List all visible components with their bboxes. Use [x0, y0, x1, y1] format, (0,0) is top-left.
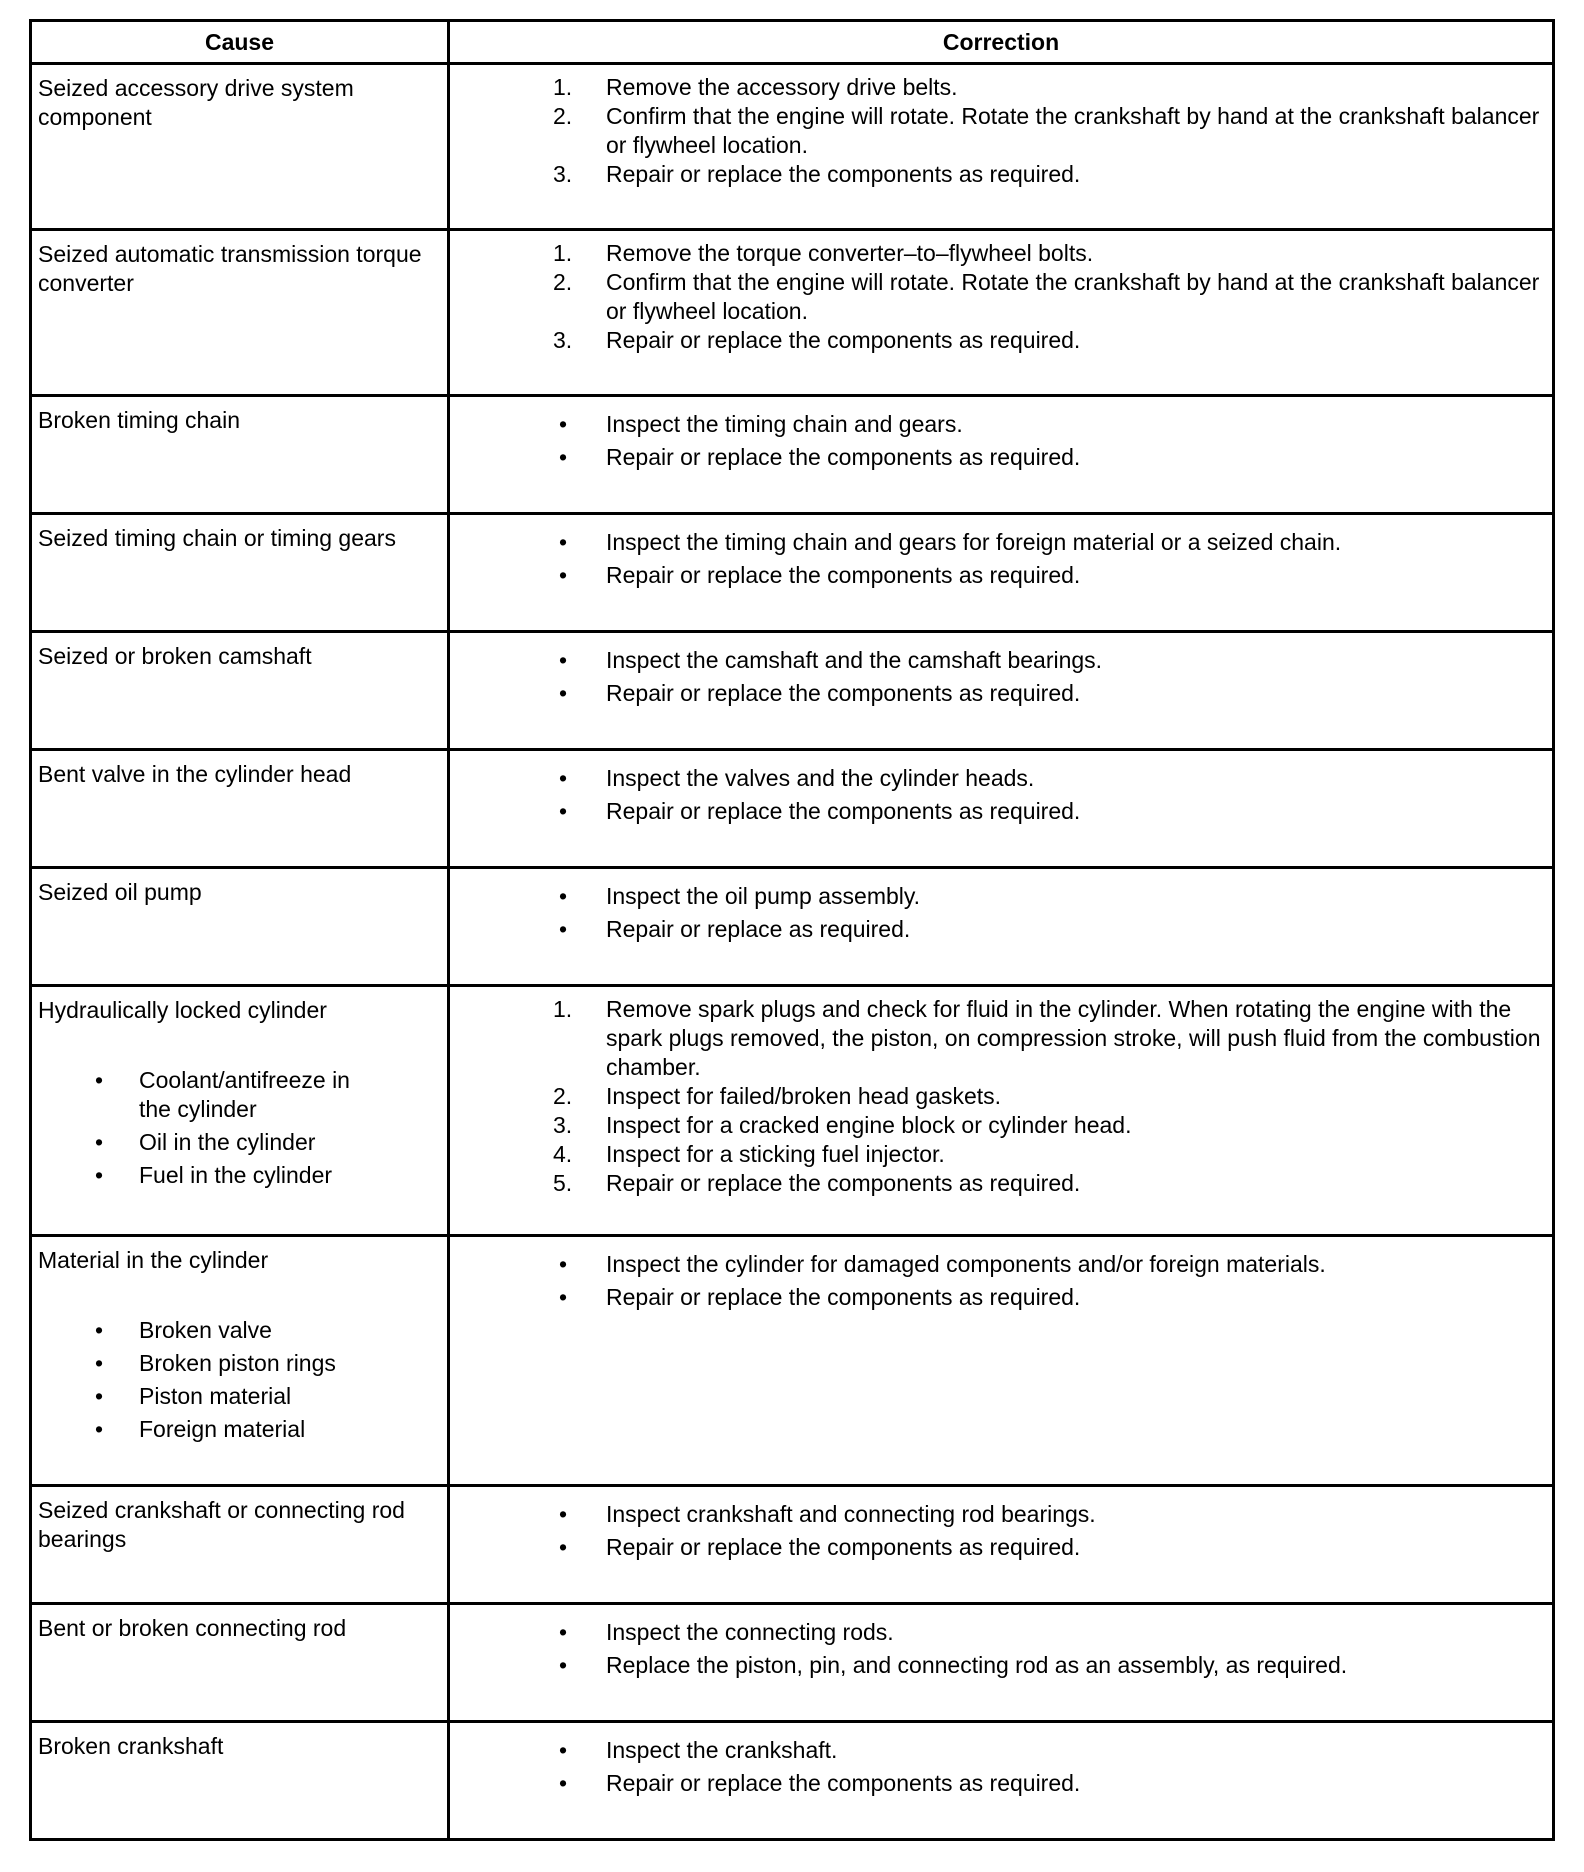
correction-cell — [449, 1722, 1554, 1840]
correction-cell — [449, 230, 1554, 396]
correction-numbered-list — [450, 995, 1552, 1198]
correction-text: Inspect for a sticking fuel injector. — [606, 1141, 945, 1167]
correction-bullet-list — [450, 759, 1552, 826]
correction-text: Inspect the camshaft and the camshaft bearings. — [606, 647, 1103, 673]
bullet-icon: • — [559, 647, 568, 673]
correction-item — [502, 646, 1552, 675]
correction-text: Confirm that the engine will rotate. Rotate the crankshaft by hand at the crankshaft balancer or flywheel location. — [606, 269, 1540, 324]
correction-numbered-list — [450, 239, 1552, 355]
correction-cell — [449, 1486, 1554, 1604]
bullet-icon: • — [559, 765, 568, 791]
cause-cell — [31, 750, 449, 868]
correction-text: Repair or replace as required. — [606, 916, 911, 942]
correction-item — [502, 239, 1552, 268]
step-number: 1. — [553, 240, 573, 266]
cause-sublist — [38, 1066, 441, 1190]
bullet-icon: • — [95, 1129, 104, 1155]
correction-item — [502, 1082, 1552, 1111]
cause-cell — [31, 868, 449, 986]
cause-text: Seized crankshaft or connecting rod bearings — [38, 1497, 405, 1552]
cause-subitem — [38, 1128, 379, 1157]
cause-cell — [31, 632, 449, 750]
correction-item — [502, 410, 1552, 439]
bullet-icon: • — [95, 1383, 104, 1409]
table-row — [31, 868, 1554, 986]
bullet-icon: • — [559, 1652, 568, 1678]
correction-item — [502, 764, 1552, 793]
step-number: 3. — [553, 161, 573, 187]
cause-text: Broken timing chain — [38, 407, 240, 433]
correction-text: Repair or replace the components as required. — [606, 1170, 1081, 1196]
correction-item — [502, 443, 1552, 472]
table-row — [31, 1722, 1554, 1840]
table-row — [31, 514, 1554, 632]
cause-text: Seized automatic transmission torque converter — [38, 241, 422, 296]
correction-text: Inspect for failed/broken head gaskets. — [606, 1083, 1002, 1109]
step-number: 3. — [553, 1112, 573, 1138]
cause-subitem-text: Fuel in the cylinder — [139, 1162, 333, 1188]
correction-cell — [449, 514, 1554, 632]
correction-text: Repair or replace the components as required. — [606, 161, 1081, 187]
bullet-icon: • — [559, 1284, 568, 1310]
correction-text: Repair or replace the components as required. — [606, 798, 1081, 824]
correction-item — [502, 1533, 1552, 1562]
correction-item — [502, 995, 1552, 1082]
correction-cell — [449, 64, 1554, 230]
correction-text: Inspect the timing chain and gears for foreign material or a seized chain. — [606, 529, 1342, 555]
bullet-icon: • — [559, 1251, 568, 1277]
cause-text: Seized or broken camshaft — [38, 643, 312, 669]
correction-bullet-list — [450, 405, 1552, 472]
correction-item — [502, 160, 1552, 189]
cause-cell — [31, 64, 449, 230]
correction-cell — [449, 1604, 1554, 1722]
table-body — [31, 64, 1554, 1840]
correction-text: Repair or replace the components as required. — [606, 1770, 1081, 1796]
correction-text: Replace the piston, pin, and connecting rod as an assembly, as required. — [606, 1652, 1348, 1678]
step-number: 4. — [553, 1141, 573, 1167]
cause-subitem-text: Piston material — [139, 1383, 292, 1409]
correction-item — [502, 1140, 1552, 1169]
cause-cell — [31, 1236, 449, 1486]
bullet-icon: • — [559, 529, 568, 555]
correction-item — [502, 268, 1552, 326]
table-row — [31, 632, 1554, 750]
bullet-icon: • — [559, 562, 568, 588]
correction-text: Repair or replace the components as required. — [606, 444, 1081, 470]
correction-cell — [449, 632, 1554, 750]
bullet-icon: • — [559, 1501, 568, 1527]
correction-cell — [449, 1236, 1554, 1486]
correction-text: Remove spark plugs and check for fluid in the cylinder. When rotating the engine with the spark plugs removed, the piston, on compression stroke, will push fluid from the combustion chamber. — [606, 996, 1541, 1080]
correction-text: Repair or replace the components as required. — [606, 1284, 1081, 1310]
cause-subitem-text: Foreign material — [139, 1416, 306, 1442]
step-number: 2. — [553, 1083, 573, 1109]
cause-cell — [31, 1604, 449, 1722]
table-row — [31, 64, 1554, 230]
correction-item — [502, 73, 1552, 102]
table-row — [31, 1486, 1554, 1604]
cause-header: Cause — [31, 21, 449, 64]
step-number: 2. — [553, 103, 573, 129]
bullet-icon: • — [559, 1770, 568, 1796]
correction-item — [502, 561, 1552, 590]
cause-text: Hydraulically locked cylinder — [38, 997, 327, 1023]
bullet-icon: • — [95, 1162, 104, 1188]
correction-text: Inspect for a cracked engine block or cylinder head. — [606, 1112, 1132, 1138]
correction-bullet-list — [450, 1613, 1552, 1680]
cause-text: Seized timing chain or timing gears — [38, 525, 396, 551]
correction-text: Inspect the oil pump assembly. — [606, 883, 921, 909]
cause-text: Bent valve in the cylinder head — [38, 761, 352, 787]
cause-subitem — [38, 1382, 379, 1411]
correction-cell — [449, 986, 1554, 1236]
table-row — [31, 1604, 1554, 1722]
correction-item — [502, 915, 1552, 944]
correction-text: Inspect the connecting rods. — [606, 1619, 894, 1645]
cause-text: Material in the cylinder — [38, 1247, 269, 1273]
correction-text: Inspect the valves and the cylinder heads. — [606, 765, 1035, 791]
correction-text: Inspect the crankshaft. — [606, 1737, 838, 1763]
cause-text: Seized oil pump — [38, 879, 202, 905]
correction-text: Remove the accessory drive belts. — [606, 74, 958, 100]
correction-text: Inspect the timing chain and gears. — [606, 411, 963, 437]
cause-subitem — [38, 1316, 379, 1345]
bullet-icon: • — [559, 411, 568, 437]
bullet-icon: • — [559, 680, 568, 706]
correction-item — [502, 1736, 1552, 1765]
table-row — [31, 230, 1554, 396]
cause-subitem — [38, 1161, 379, 1190]
cause-cell — [31, 514, 449, 632]
correction-cell — [449, 396, 1554, 514]
cause-sublist — [38, 1316, 441, 1444]
correction-bullet-list — [450, 1495, 1552, 1562]
step-number: 5. — [553, 1170, 573, 1196]
correction-bullet-list — [450, 877, 1552, 944]
bullet-icon: • — [559, 916, 568, 942]
cause-cell — [31, 986, 449, 1236]
correction-item — [502, 1651, 1552, 1680]
cause-text: Broken crankshaft — [38, 1733, 224, 1759]
correction-text: Repair or replace the components as required. — [606, 327, 1081, 353]
correction-bullet-list — [450, 1245, 1552, 1312]
correction-cell — [449, 750, 1554, 868]
cause-subitem — [38, 1415, 379, 1444]
correction-item — [502, 102, 1552, 160]
step-number: 1. — [553, 74, 573, 100]
diagnostic-table — [29, 19, 1555, 1841]
bullet-icon: • — [559, 1737, 568, 1763]
cause-cell — [31, 1722, 449, 1840]
correction-item — [502, 882, 1552, 911]
step-number: 3. — [553, 327, 573, 353]
bullet-icon: • — [95, 1416, 104, 1442]
cause-subitem — [38, 1349, 379, 1378]
bullet-icon: • — [95, 1317, 104, 1343]
correction-bullet-list — [450, 1731, 1552, 1798]
correction-text: Inspect the cylinder for damaged components and/or foreign materials. — [606, 1251, 1326, 1277]
correction-text: Confirm that the engine will rotate. Rotate the crankshaft by hand at the crankshaft balancer or flywheel location. — [606, 103, 1540, 158]
cause-cell — [31, 396, 449, 514]
correction-item — [502, 1618, 1552, 1647]
cause-subitem-text: Broken piston rings — [139, 1350, 336, 1376]
correction-text: Repair or replace the components as required. — [606, 562, 1081, 588]
cause-subitem-text: Broken valve — [139, 1317, 272, 1343]
correction-item — [502, 1169, 1552, 1198]
correction-item — [502, 797, 1552, 826]
correction-text: Inspect crankshaft and connecting rod bearings. — [606, 1501, 1096, 1527]
bullet-icon: • — [559, 1619, 568, 1645]
cause-cell — [31, 1486, 449, 1604]
correction-bullet-list — [450, 523, 1552, 590]
bullet-icon: • — [559, 798, 568, 824]
correction-text: Remove the torque converter–to–flywheel bolts. — [606, 240, 1094, 266]
cause-subitem-text: Coolant/antifreeze in the cylinder — [139, 1067, 350, 1122]
step-number: 1. — [553, 996, 573, 1022]
correction-cell — [449, 868, 1554, 986]
correction-item — [502, 326, 1552, 355]
cause-subitem — [38, 1066, 379, 1124]
correction-item — [502, 1500, 1552, 1529]
correction-item — [502, 1283, 1552, 1312]
table-row — [31, 750, 1554, 868]
correction-text: Repair or replace the components as required. — [606, 1534, 1081, 1560]
cause-subitem-text: Oil in the cylinder — [139, 1129, 316, 1155]
table-row — [31, 1236, 1554, 1486]
bullet-icon: • — [95, 1067, 104, 1093]
correction-item — [502, 1111, 1552, 1140]
cause-text: Bent or broken connecting rod — [38, 1615, 347, 1641]
correction-item — [502, 1250, 1552, 1279]
bullet-icon: • — [559, 1534, 568, 1560]
cause-cell — [31, 230, 449, 396]
cause-text: Seized accessory drive system component — [38, 75, 354, 130]
correction-numbered-list — [450, 73, 1552, 189]
correction-item — [502, 528, 1552, 557]
correction-item — [502, 1769, 1552, 1798]
header-row — [31, 21, 1554, 64]
correction-bullet-list — [450, 641, 1552, 708]
table-row — [31, 986, 1554, 1236]
bullet-icon: • — [95, 1350, 104, 1376]
correction-text: Repair or replace the components as required. — [606, 680, 1081, 706]
correction-header: Correction — [449, 21, 1554, 64]
step-number: 2. — [553, 269, 573, 295]
table-row — [31, 396, 1554, 514]
correction-item — [502, 679, 1552, 708]
bullet-icon: • — [559, 444, 568, 470]
bullet-icon: • — [559, 883, 568, 909]
